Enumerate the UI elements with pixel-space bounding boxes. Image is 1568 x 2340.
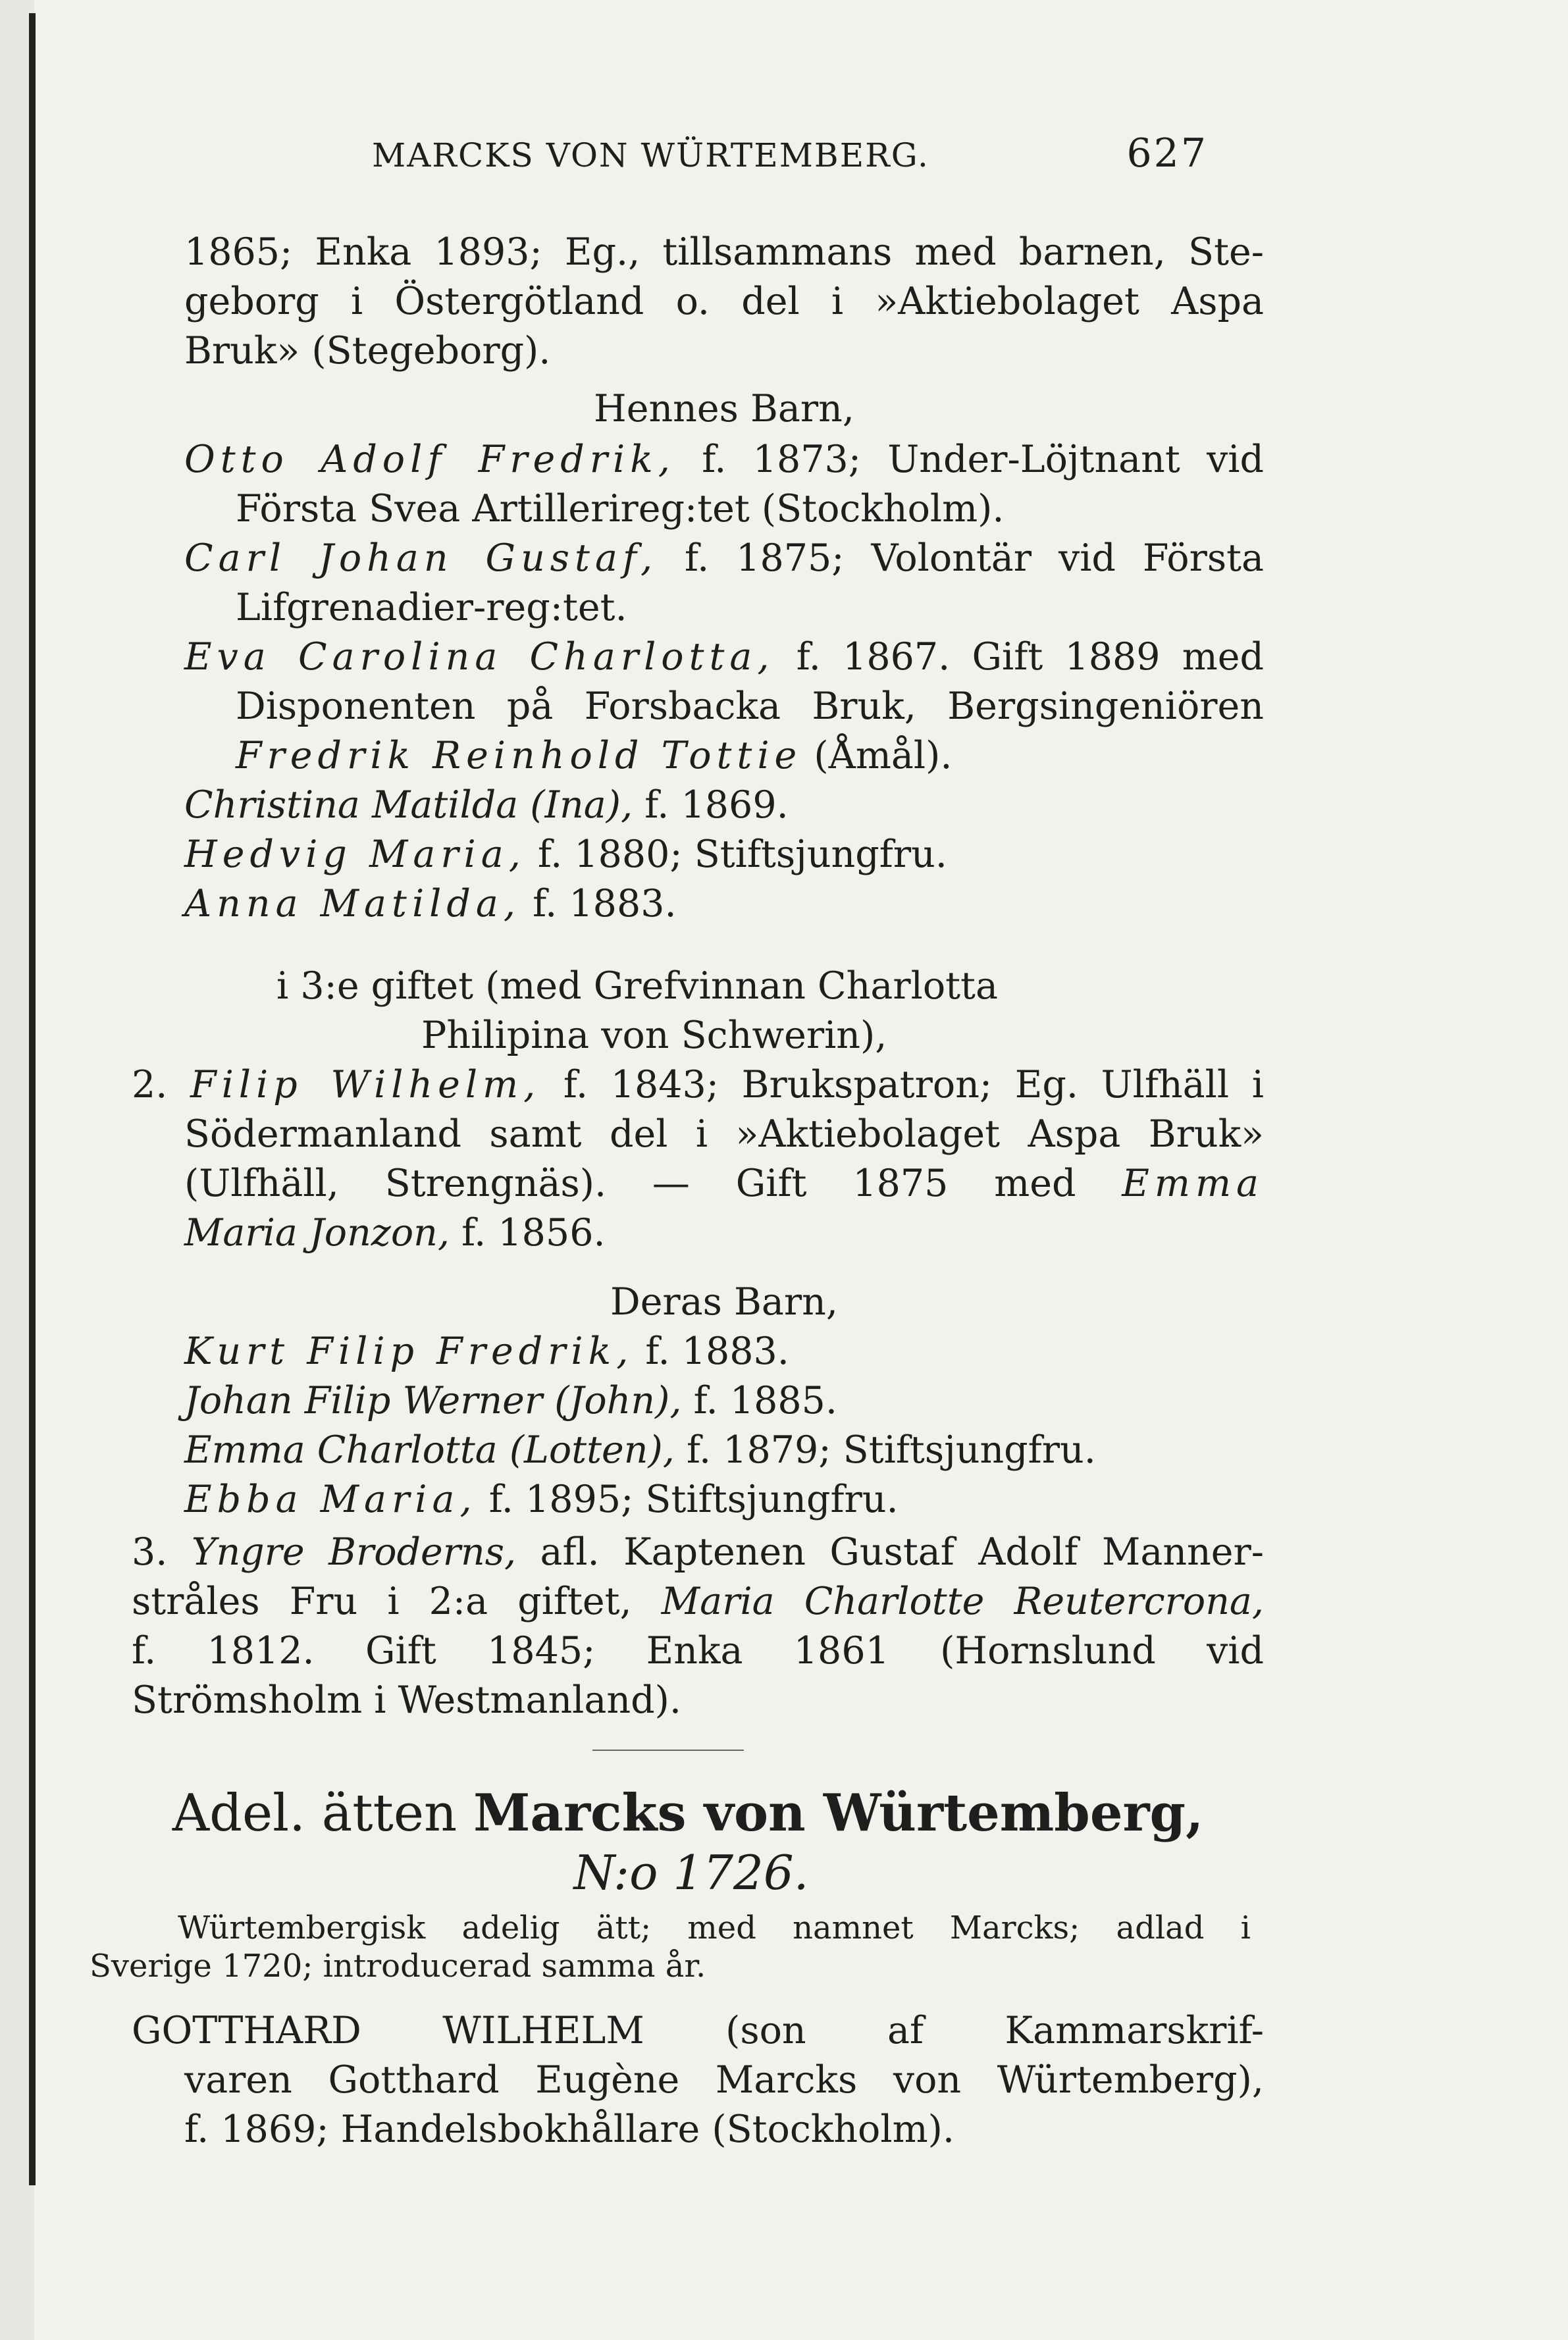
- person-name: Carl Johan Gustaf,: [184, 536, 658, 580]
- entry-eva: Eva Carolina Charlotta, f. 1867. Gift 1889 med: [184, 635, 1264, 679]
- person-name: Maria Charlotte Reutercrona,: [661, 1580, 1264, 1623]
- entry-yngre: 3. Yngre Broderns, afl. Kaptenen Gustaf Adolf Manner-: [132, 1530, 1264, 1574]
- section-divider: [592, 1750, 744, 1751]
- person-name: Emma: [1122, 1162, 1264, 1205]
- entry-johan: Johan Filip Werner (John), f. 1885.: [184, 1379, 838, 1422]
- person-name: Kurt Filip Fredrik,: [184, 1330, 634, 1373]
- header-title: MARCKS VON WÜRTEMBERG.: [372, 136, 929, 174]
- page-number: 627: [1126, 130, 1208, 176]
- person-name: Yngre Broderns,: [191, 1530, 517, 1574]
- entry-gotthard: GOTTHARD WILHELM (son af Kammarskrif-: [132, 2009, 1264, 2052]
- person-name: Christina Matilda (Ina),: [184, 783, 633, 827]
- entry-hedvig: Hedvig Maria, f. 1880; Stiftsjungfru.: [184, 833, 947, 876]
- entry-emma: Emma Charlotta (Lotten), f. 1879; Stiftsjungfru.: [184, 1428, 1096, 1472]
- entry-christina: Christina Matilda (Ina), f. 1869.: [184, 783, 789, 827]
- person-name: Filip Wilhelm,: [190, 1063, 541, 1106]
- text-line: Lifgrenadier-reg:tet.: [236, 586, 627, 629]
- person-name: Johan Filip Werner (John),: [184, 1379, 682, 1422]
- entry-carl: Carl Johan Gustaf, f. 1875; Volontär vid Första: [184, 536, 1264, 580]
- running-header: [372, 130, 1208, 176]
- person-name: Anna Matilda,: [184, 882, 521, 925]
- person-name: Hedvig Maria,: [184, 833, 526, 876]
- text-line: Södermanland samt del i »Aktiebolaget Aspa Bruk»: [184, 1112, 1264, 1156]
- subheading-hennes-barn: Hennes Barn,: [594, 387, 854, 430]
- entry-filip: 2. Filip Wilhelm, f. 1843; Brukspatron; Eg. Ulfhäll i: [132, 1063, 1264, 1106]
- text-line: geborg i Östergötland o. del i »Aktiebolaget Aspa: [184, 280, 1264, 323]
- section-description: Würtembergisk adelig ätt; med namnet Marcks; adlad i: [178, 1910, 1251, 1946]
- text-line: (Ulfhäll, Strengnäs). — Gift 1875 med Emma: [184, 1162, 1264, 1205]
- text-line: 1865; Enka 1893; Eg., tillsammans med barnen, Ste-: [184, 230, 1264, 274]
- entry-ebba: Ebba Maria, f. 1895; Stiftsjungfru.: [184, 1478, 899, 1521]
- person-name: Otto Adolf Fredrik,: [184, 438, 675, 481]
- text-line: f. 1812. Gift 1845; Enka 1861 (Hornslund vid: [132, 1629, 1264, 1673]
- text-line: Disponenten på Forsbacka Bruk, Bergsingeniören: [236, 685, 1264, 728]
- text-line: varen Gotthard Eugène Marcks von Würtemberg),: [184, 2058, 1264, 2102]
- entry-kurt: Kurt Filip Fredrik, f. 1883.: [184, 1330, 789, 1373]
- entry-otto: Otto Adolf Fredrik, f. 1873; Under-Löjtnant vid: [184, 438, 1264, 481]
- person-name: Emma Charlotta (Lotten),: [184, 1428, 675, 1472]
- person-name: Eva Carolina Charlotta,: [184, 635, 775, 679]
- text-line: Philipina von Schwerin),: [421, 1014, 887, 1057]
- section-description: Sverige 1720; introducerad samma år.: [90, 1948, 706, 1985]
- subheading-deras-barn: Deras Barn,: [610, 1280, 838, 1324]
- entry-anna: Anna Matilda, f. 1883.: [184, 882, 677, 925]
- person-name: Fredrik Reinhold Tottie: [236, 734, 802, 777]
- person-name: Ebba Maria,: [184, 1478, 477, 1521]
- section-number: N:o 1726.: [573, 1845, 809, 1900]
- section-title: Adel. ätten Marcks von Würtemberg,: [172, 1783, 1204, 1843]
- text-line: Fredrik Reinhold Tottie (Åmål).: [236, 734, 953, 777]
- text-line: Första Svea Artillerireg:tet (Stockholm).: [236, 487, 1005, 531]
- text-line: i 3:e giftet (med Grefvinnan Charlotta: [276, 964, 998, 1008]
- text-line: Bruk» (Stegeborg).: [184, 329, 551, 373]
- text-line: Strömsholm i Westmanland).: [132, 1678, 681, 1722]
- person-name: Maria Jonzon,: [184, 1211, 450, 1255]
- text-line: f. 1869; Handelsbokhållare (Stockholm).: [184, 2108, 955, 2151]
- text-line: stråles Fru i 2:a giftet, Maria Charlotte Reutercrona,: [132, 1580, 1264, 1623]
- text-line: Maria Jonzon, f. 1856.: [184, 1211, 606, 1255]
- binding-edge: [29, 13, 36, 2185]
